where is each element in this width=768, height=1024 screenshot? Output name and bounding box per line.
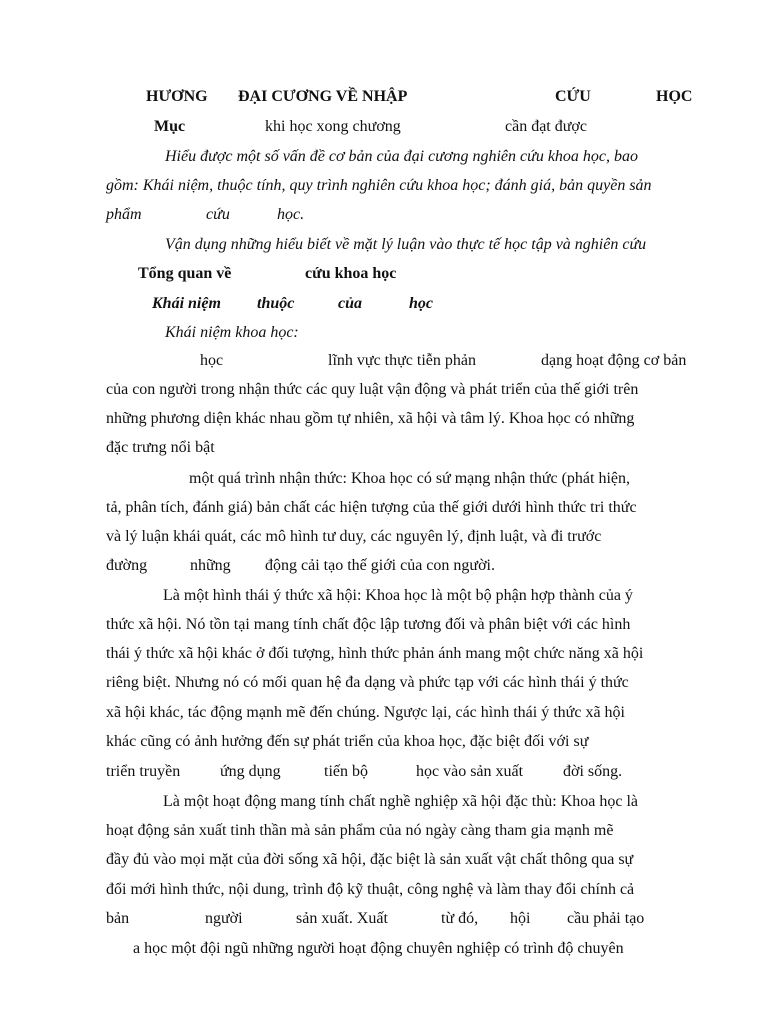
- objective-line: gồm: Khái niệm, thuộc tính, quy trình nghiên cứu khoa học; đánh giá, bản quyền sản: [106, 177, 652, 194]
- section-heading: Tổng quan về: [138, 265, 232, 282]
- body-text: đời sống.: [563, 763, 623, 780]
- body-text: học: [200, 352, 224, 369]
- body-text: Là một hình thái ý thức xã hội: Khoa học là một bộ phận hợp thành của ý: [163, 587, 633, 604]
- body-text: thái ý thức xã hội khác ở đối tượng, hình thức phản ánh mang một chức năng xã hội: [106, 645, 644, 662]
- body-text: người: [205, 910, 243, 927]
- chapter-title-part: CỨU: [555, 88, 591, 105]
- body-text: tả, phân tích, đánh giá) bản chất các hiện tượng của thế giới dưới hình thức tri thức: [106, 499, 637, 516]
- body-text: và lý luận khái quát, các mô hình tư duy, các nguyên lý, định luật, và đi trước: [106, 528, 602, 545]
- objectives-heading: Mục: [154, 118, 186, 135]
- objectives-text: khi học xong chương: [265, 118, 401, 135]
- body-text: xã hội khác, tác động mạnh mẽ đến chúng. Ngược lại, các hình thái ý thức xã hội: [106, 704, 625, 721]
- subsection-heading: học: [409, 295, 433, 312]
- subsection-heading: của: [338, 295, 362, 312]
- subsection-heading: Khái niệm: [152, 295, 221, 312]
- body-text: riêng biệt. Nhưng nó có mối quan hệ đa dạng và phức tạp với các hình thái ý thức: [106, 674, 629, 691]
- body-text: Là một hoạt động mang tính chất nghề nghiệp xã hội đặc thù: Khoa học là: [163, 793, 638, 810]
- body-text: từ đó,: [441, 910, 479, 927]
- body-text: triển truyền: [106, 763, 181, 780]
- body-text: hoạt động sản xuất tinh thần mà sản phẩm của nó ngày càng tham gia mạnh mẽ: [106, 822, 614, 839]
- chapter-title-part: HỌC: [656, 88, 693, 105]
- body-text: những: [190, 557, 231, 574]
- body-text: học vào sản xuất: [416, 763, 524, 780]
- body-text: khác cũng có ảnh hưởng đến sự phát triển của khoa học, đặc biệt đối với sự: [106, 733, 589, 750]
- body-text: đầy đủ vào mọi mặt của đời sống xã hội, đặc biệt là sản xuất vật chất thông qua sự: [106, 851, 634, 868]
- body-text: sản xuất. Xuất: [296, 910, 388, 927]
- body-text: bản: [106, 910, 130, 927]
- body-text: a học một đội ngũ những người hoạt động chuyên nghiệp có trình độ chuyên: [133, 940, 624, 957]
- subsection-heading: thuộc: [257, 295, 295, 312]
- item-heading: Khái niệm khoa học:: [165, 324, 299, 341]
- body-text: ứng dụng: [220, 763, 281, 780]
- body-text: lĩnh vực thực tiễn phản: [328, 352, 476, 369]
- body-text: thức xã hội. Nó tồn tại mang tính chất độc lập tương đối và phân biệt với các hình: [106, 616, 631, 633]
- body-text: cầu phải tạo: [567, 910, 645, 927]
- objective-line: Hiểu được một số vấn đề cơ bản của đại cương nghiên cứu khoa học, bao: [165, 148, 639, 165]
- objective-line: Vận dụng những hiểu biết về mặt lý luận vào thực tế học tập và nghiên cứu: [165, 236, 647, 253]
- chapter-title-part: HƯƠNG: [146, 88, 208, 105]
- body-text: đường: [106, 557, 148, 574]
- objective-line: học.: [277, 206, 305, 223]
- objective-line: phẩm: [106, 206, 142, 223]
- objective-line: cứu: [206, 206, 230, 223]
- body-text: một quá trình nhận thức: Khoa học có sứ mạng nhận thức (phát hiện,: [189, 470, 631, 487]
- body-text: động cải tạo thế giới của con người.: [265, 557, 495, 574]
- body-text: đặc trưng nổi bật: [106, 439, 215, 456]
- chapter-title-part: ĐẠI CƯƠNG VỀ NHẬP: [238, 88, 408, 105]
- body-text: đổi mới hình thức, nội dung, trình độ kỹ thuật, công nghệ và làm thay đổi chính cả: [106, 881, 635, 898]
- body-text: dạng hoạt động cơ bản: [541, 352, 687, 369]
- body-text: của con người trong nhận thức các quy luật vận động và phát triển của thế giới trên: [106, 381, 639, 398]
- body-text: những phương diện khác nhau gồm tự nhiên, xã hội và tâm lý. Khoa học có những: [106, 410, 635, 427]
- section-heading: cứu khoa học: [305, 265, 397, 282]
- body-text: hội: [510, 910, 531, 927]
- body-text: tiến bộ: [324, 763, 368, 780]
- objectives-text: cần đạt được: [505, 118, 587, 135]
